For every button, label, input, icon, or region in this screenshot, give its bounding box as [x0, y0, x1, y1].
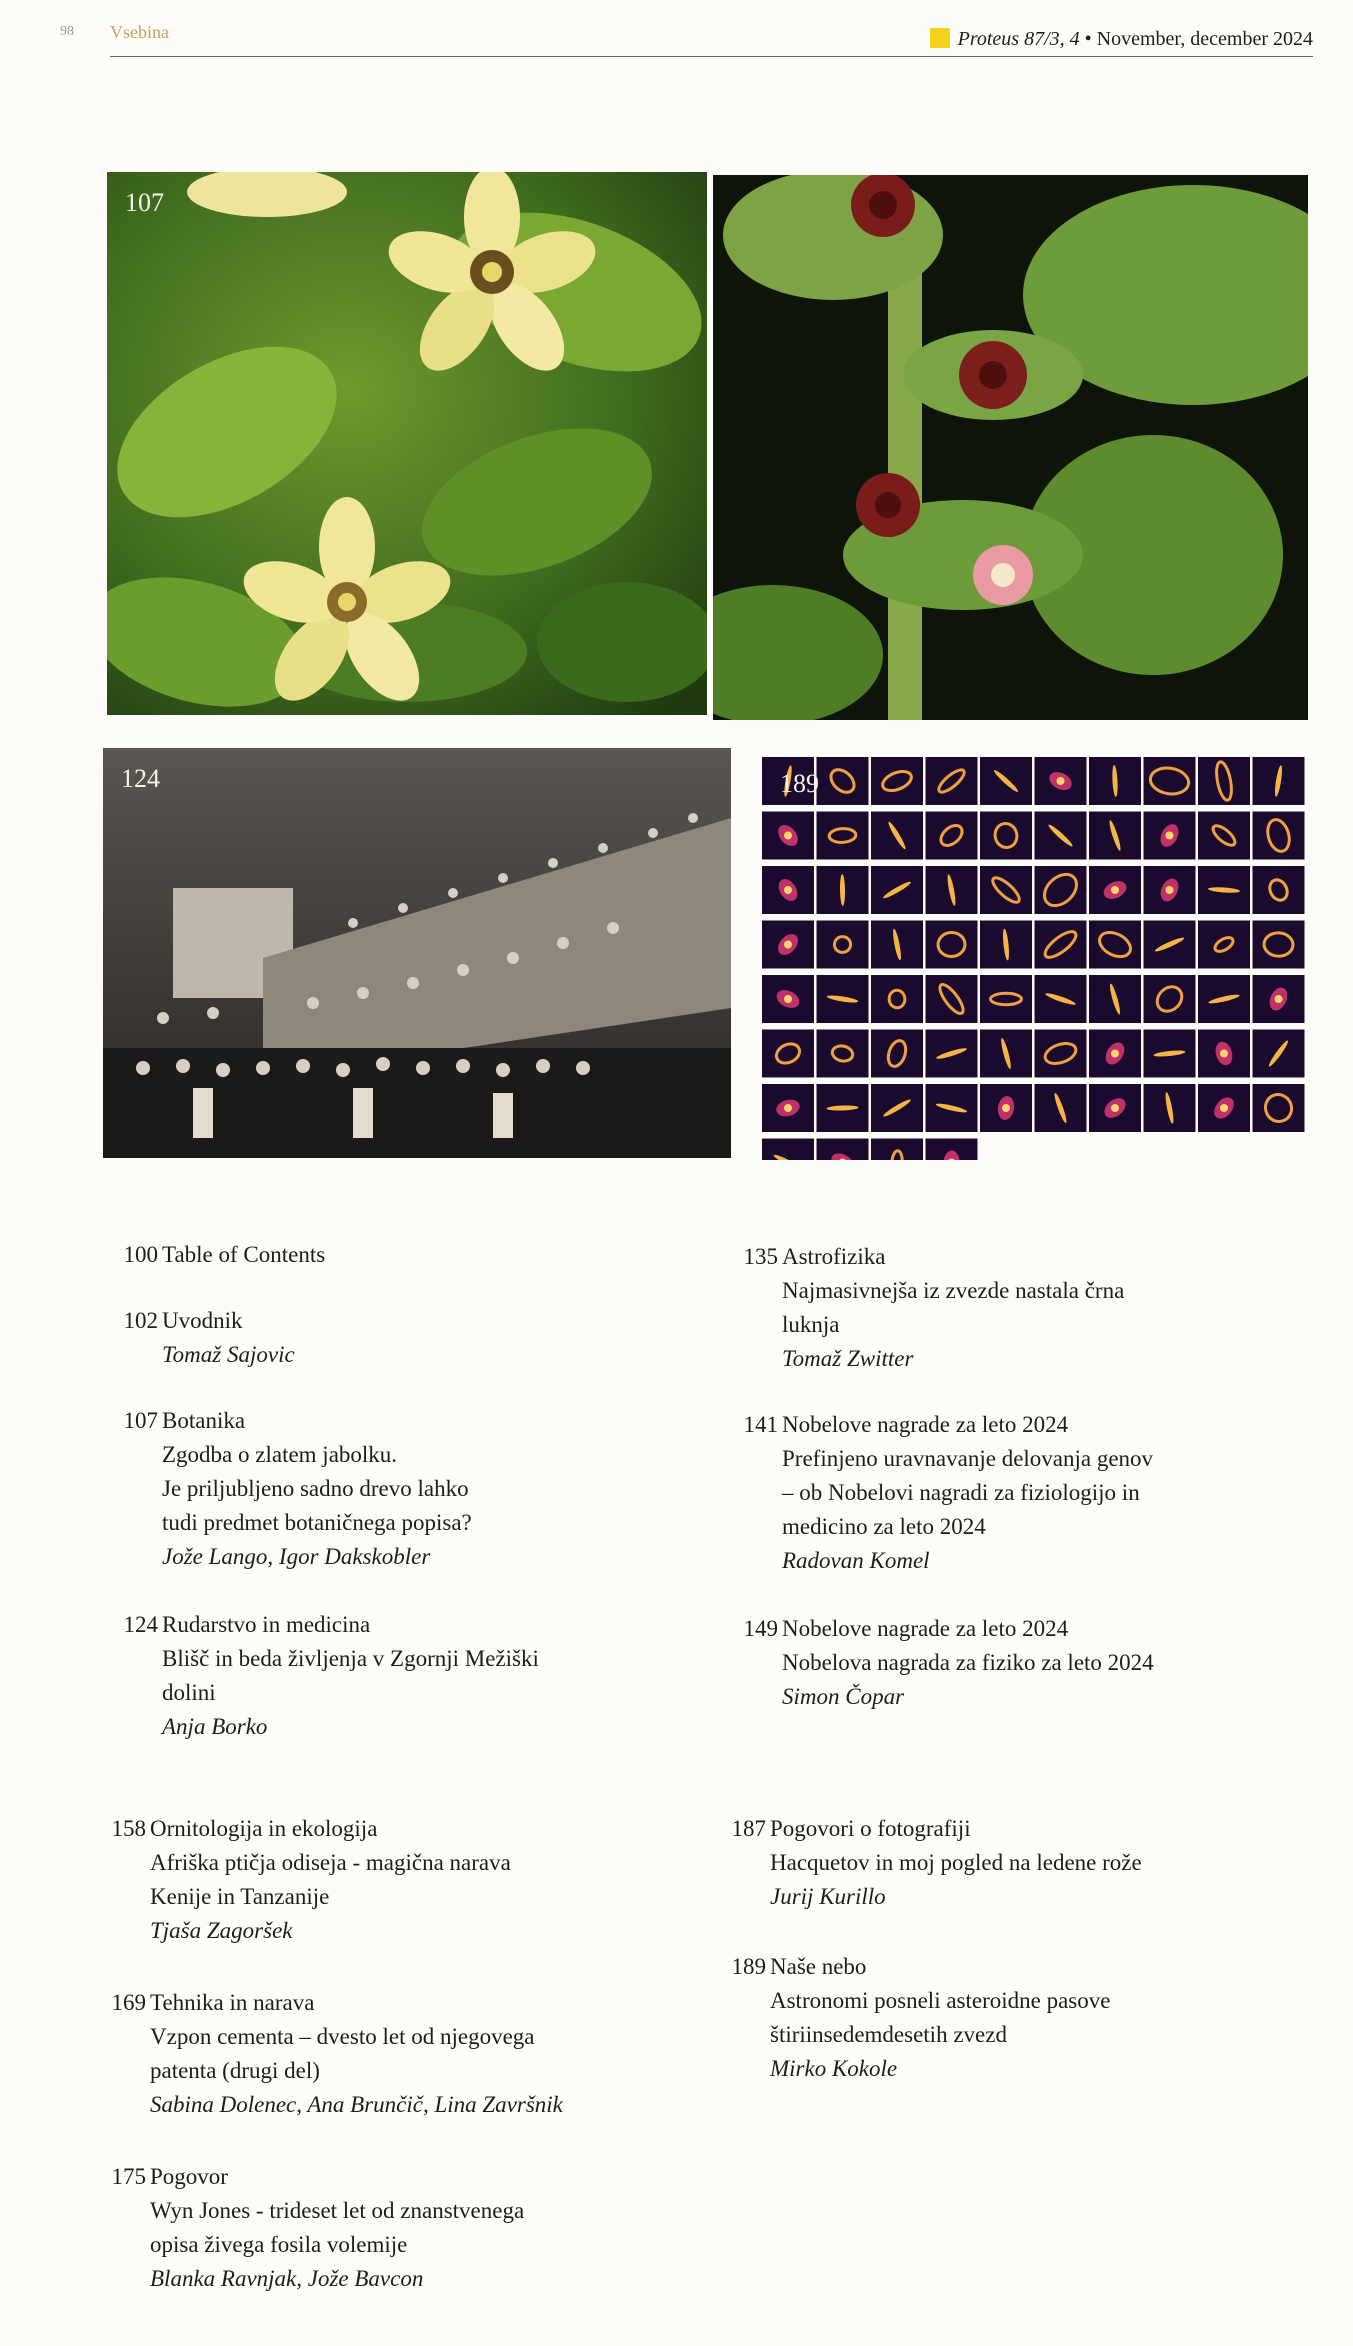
page-number: 98 [60, 24, 74, 39]
entry-title-line: Zgodba o zlatem jabolku. [162, 1442, 398, 1467]
entry-title-line: Wyn Jones - trideset let od znanstvenega [150, 2198, 525, 2223]
entry-title-line: Najmasivnejša iz zvezde nastala črna [782, 1278, 1125, 1303]
entry-authors: Tjaša Zagoršek [150, 1918, 293, 1943]
entry-section: Ornitologija in ekologija [150, 1816, 378, 1841]
entry-title-line: luknja [782, 1312, 840, 1337]
entry-section: Table of Contents [162, 1242, 326, 1267]
entry-title-line: opisa živega fosila volemije [150, 2232, 408, 2257]
entry-authors: Tomaž Sajovic [162, 1342, 295, 1367]
entry-title-line: Je priljubljeno sadno drevo lahko [162, 1476, 469, 1501]
entry-page-number: 189 [731, 1954, 766, 1979]
journal-name: Proteus 87/3, 4 [957, 28, 1080, 50]
entry-authors: Sabina Dolenec, Ana Brunčič, Lina Završnik [150, 2092, 563, 2117]
entry-authors: Jože Lango, Igor Dakskobler [162, 1544, 431, 1569]
entry-title-line: Hacquetov in moj pogled na ledene rože [770, 1850, 1142, 1875]
entry-page-number: 158 [111, 1816, 146, 1841]
entry-title-line: patenta (drugi del) [150, 2058, 320, 2083]
entry-authors: Anja Borko [162, 1714, 268, 1739]
entry-title-line: Prefinjeno uravnavanje delovanja genov [782, 1446, 1154, 1471]
entry-title-line: Astronomi posneli asteroidne pasove [770, 1988, 1111, 2013]
entry-section: Naše nebo [770, 1954, 867, 1979]
entry-title-line: štiriinsedemdesetih zvezd [770, 2022, 1007, 2047]
entry-title-line: medicino za leto 2024 [782, 1514, 986, 1539]
entry-page-number: 102 [123, 1308, 158, 1333]
entry-page-number: 169 [111, 1990, 146, 2015]
entry-page-number: 149 [743, 1616, 778, 1641]
entry-section: Tehnika in narava [150, 1990, 315, 2015]
entry-section: Nobelove nagrade za leto 2024 [782, 1616, 1069, 1641]
issue-date: November, december 2024 [1096, 28, 1313, 50]
entry-page-number: 141 [743, 1412, 778, 1437]
section-name: Vsebina [110, 22, 169, 42]
entry-title-line: Vzpon cementa – dvesto let od njegovega [150, 2024, 535, 2049]
entry-title-line: Afriška ptičja odiseja - magična narava [150, 1850, 511, 1875]
photo-label-107: 107 [125, 188, 164, 217]
entry-title-line: Blišč in beda življenja v Zgornji Mežiški [162, 1646, 539, 1671]
entry-page-number: 100 [123, 1242, 158, 1267]
entry-page-number: 187 [731, 1816, 766, 1841]
entry-section: Pogovori o fotografiji [770, 1816, 971, 1841]
entry-section: Nobelove nagrade za leto 2024 [782, 1412, 1069, 1437]
entry-section: Uvodnik [162, 1308, 243, 1333]
entry-title-line: tudi predmet botaničnega popisa? [162, 1510, 472, 1535]
entry-authors: Mirko Kokole [770, 2056, 898, 2081]
entry-section: Rudarstvo in medicina [162, 1612, 371, 1637]
entry-authors: Tomaž Zwitter [782, 1346, 914, 1371]
photo-label-124: 124 [121, 764, 160, 793]
entry-page-number: 135 [743, 1244, 778, 1269]
entry-title-line: dolini [162, 1680, 216, 1705]
entry-page-number: 107 [123, 1408, 158, 1433]
entry-authors: Radovan Komel [782, 1548, 930, 1573]
entry-title-line: – ob Nobelovi nagradi za fiziologijo in [782, 1480, 1140, 1505]
entry-page-number: 175 [111, 2164, 146, 2189]
entry-section: Botanika [162, 1408, 246, 1433]
entry-authors: Simon Čopar [782, 1684, 905, 1709]
entry-page-number: 124 [123, 1612, 158, 1637]
entry-section: Pogovor [150, 2164, 228, 2189]
entry-section: Astrofizika [782, 1244, 886, 1269]
entry-title-line: Nobelova nagrada za fiziko za leto 2024 [782, 1650, 1154, 1675]
separator-bullet: • [1084, 28, 1092, 50]
entry-authors: Jurij Kurillo [770, 1884, 886, 1909]
entry-title-line: Kenije in Tanzanije [150, 1884, 330, 1909]
entry-authors: Blanka Ravnjak, Jože Bavcon [150, 2266, 424, 2291]
photo-label-189: 189 [780, 769, 819, 798]
